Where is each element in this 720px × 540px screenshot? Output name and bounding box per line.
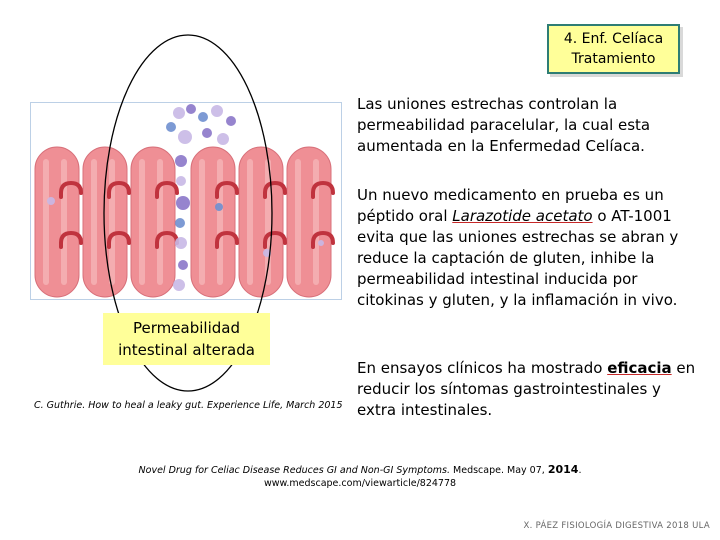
paragraph-tight-junctions: Las uniones estrechas controlan la permeabilidad paracelular, la cual esta aumentada en la Enfermedad Celíaca.: [357, 95, 651, 155]
paragraph-new-drug-rest: o AT-1001 evita que las uniones estrechas se abran y reduce la captación de gluten, inhibe la permeabilidad intestinal inducida por citokinas y gluten, y la inflamación in vivo.: [357, 207, 679, 309]
reference-year: 2014: [547, 463, 579, 476]
paragraph-clinical-trials: [357, 358, 697, 421]
altered-permeability-label: [103, 313, 270, 365]
reference-citation: [120, 463, 600, 490]
reference-url: www.medscape.com/viewarticle/824778: [263, 478, 457, 489]
image-credit: C. Guthrie. How to heal a leaky gut. Experience Life, March 2015: [34, 400, 343, 411]
paragraph-clinical-rest: en reducir los síntomas gastrointestinales y extra intestinales.: [357, 359, 696, 419]
slide-title-line2: Tratamiento: [571, 51, 656, 67]
reference-period: .: [578, 465, 582, 476]
drug-name: Larazotide acetato: [452, 207, 593, 225]
paragraph-clinical-intro: En ensayos clínicos ha mostrado: [357, 359, 608, 377]
altered-permeability-line1: Permeabilidad: [133, 319, 240, 337]
efficacy-keyword: eficacia: [607, 359, 672, 377]
altered-permeability-line2: intestinal alterada: [118, 341, 255, 359]
reference-title: Novel Drug for Celiac Disease Reduces GI and Non-GI Symptoms.: [138, 465, 451, 476]
reference-source: Medscape. May 07,: [450, 465, 548, 476]
paragraph-new-drug-intro: Un nuevo medicamento en prueba es un péptido oral: [357, 186, 664, 225]
slide-title-line1: 4. Enf. Celíaca: [563, 31, 664, 47]
paragraph-new-drug: [357, 185, 697, 311]
slide-footer: X. PÁEZ FISIOLOGÍA DIGESTIVA 2018 ULA: [523, 521, 710, 531]
